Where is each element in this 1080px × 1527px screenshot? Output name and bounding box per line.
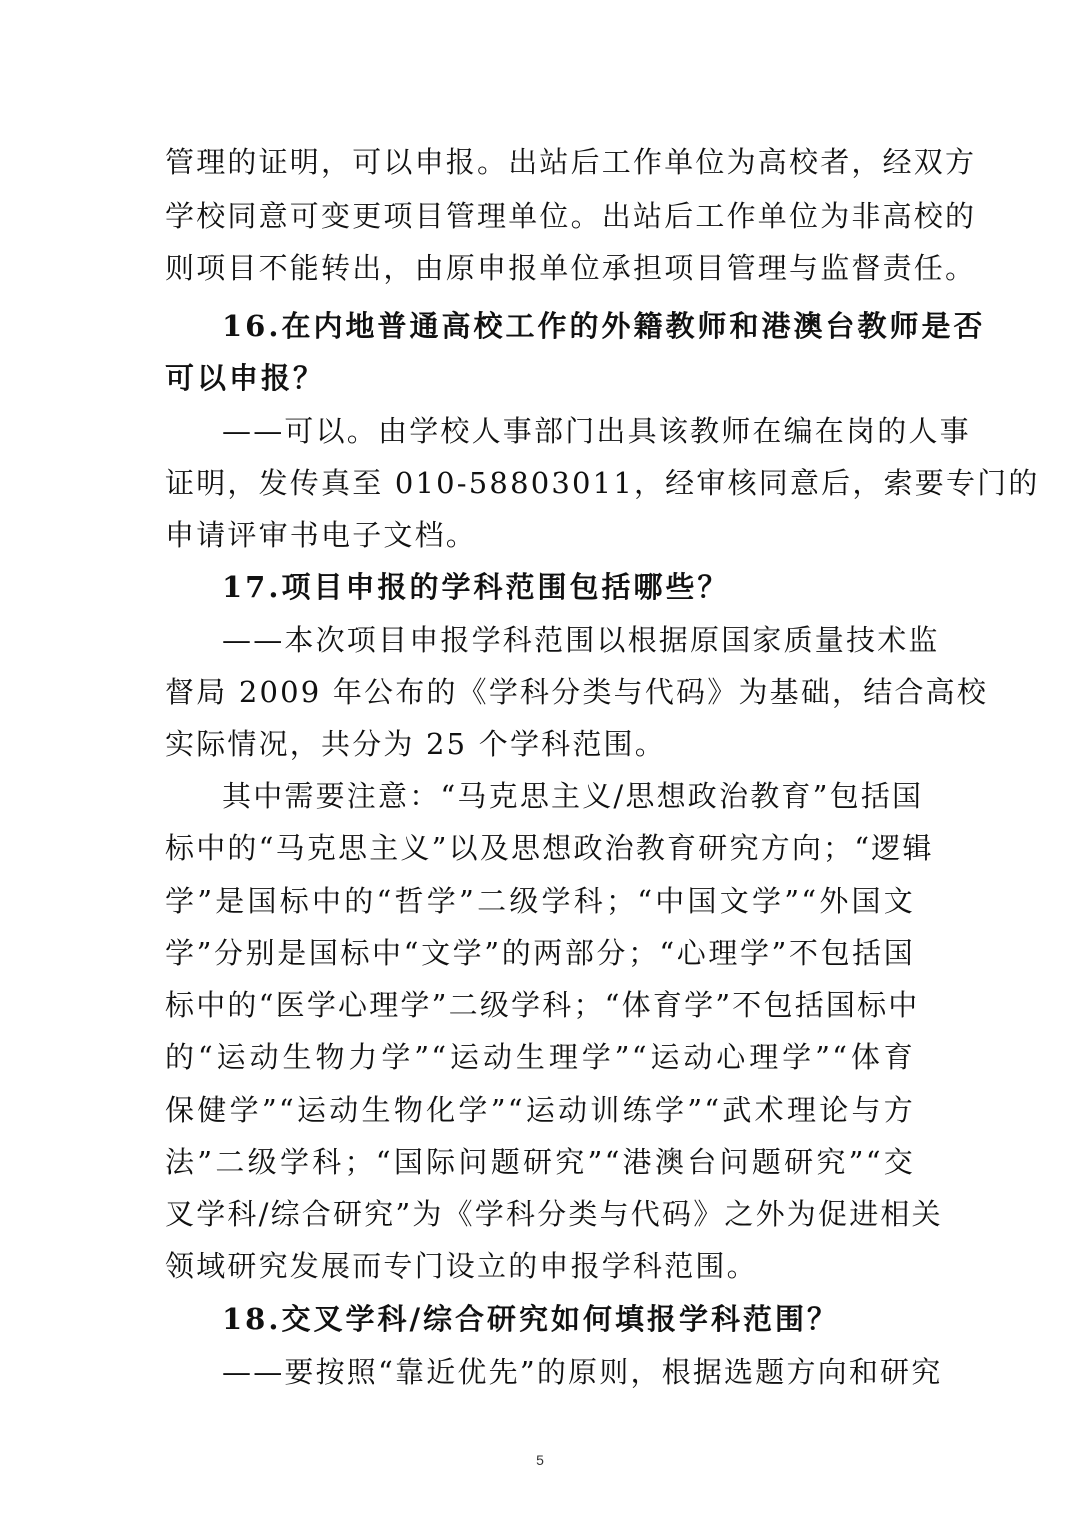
note-line: 其中需要注意：“马克思主义/思想政治教育”包括国 [222,779,924,813]
note-line: 学”是国标中的“哲学”二级学科；“中国文学”“外国文 [165,884,915,918]
answer-line: ——可以。由学校人事部门出具该教师在编在岗的人事 [222,414,971,448]
page-number: 5 [536,1452,544,1468]
note-line: 叉学科/综合研究”为《学科分类与代码》之外为促进相关 [165,1197,943,1231]
note-line: 标中的“医学心理学”二级学科；“体育学”不包括国标中 [165,988,920,1022]
question-heading-18: 18.交叉学科/综合研究如何填报学科范围？ [222,1302,840,1336]
answer-line: 督局 2009 年公布的《学科分类与代码》为基础，结合高校 [165,675,989,709]
paragraph-line: 则项目不能转出，由原申报单位承担项目管理与监督责任。 [165,251,977,285]
question-heading-17: 17.项目申报的学科范围包括哪些？ [222,570,730,604]
note-line: 学”分别是国标中“文学”的两部分；“心理学”不包括国 [165,936,915,970]
answer-line: 实际情况，共分为 25 个学科范围。 [165,727,666,761]
answer-line: 申请评审书电子文档。 [165,518,478,552]
note-line: 保健学”“运动生物化学”“运动训练学”“武术理论与方 [165,1093,915,1127]
note-line: 领域研究发展而专门设立的申报学科范围。 [165,1249,758,1283]
answer-line: ——本次项目申报学科范围以根据原国家质量技术监 [222,623,940,657]
paragraph-line: 管理的证明，可以申报。出站后工作单位为高校者，经双方 [165,145,977,179]
note-line: 的“运动生物力学”“运动生理学”“运动心理学”“体育 [165,1040,915,1074]
question-heading-16: 16.在内地普通高校工作的外籍教师和港澳台教师是否 [222,309,986,343]
paragraph-line: 学校同意可变更项目管理单位。出站后工作单位为非高校的 [165,199,977,233]
answer-line: ——要按照“靠近优先”的原则，根据选题方向和研究 [222,1355,943,1389]
note-line: 标中的“马克思主义”以及思想政治教育研究方向；“逻辑 [165,831,934,865]
answer-line: 证明，发传真至 010-58803011，经审核同意后，索要专门的 [165,466,1040,500]
question-heading-16-continued: 可以申报？ [165,361,326,395]
note-line: 法”二级学科；“国际问题研究”“港澳台问题研究”“交 [165,1145,915,1179]
